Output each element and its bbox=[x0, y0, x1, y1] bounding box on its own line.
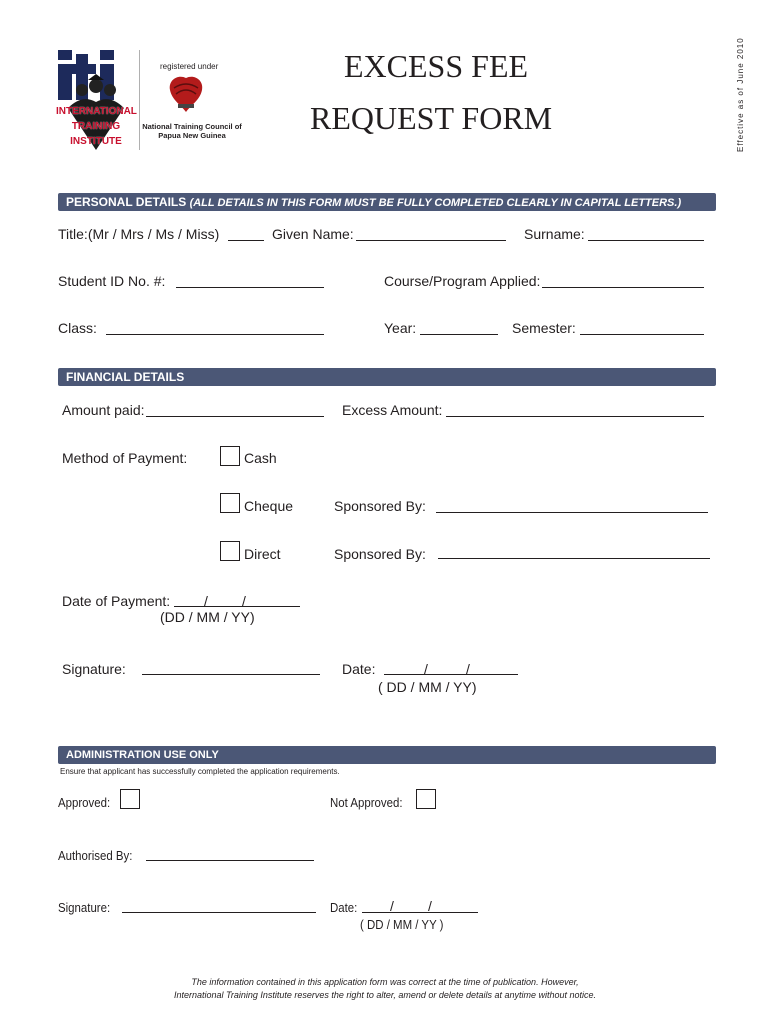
footer-line2: International Training Institute reserves the right to alter, amend or delete details at anytime without notice. bbox=[173, 990, 597, 1000]
date-slash-1: / bbox=[424, 661, 428, 677]
cheque-checkbox[interactable] bbox=[220, 493, 240, 513]
class-label: Class: bbox=[58, 320, 97, 336]
admin-date-field[interactable] bbox=[362, 912, 478, 913]
course-field[interactable] bbox=[542, 287, 704, 288]
amount-paid-label: Amount paid: bbox=[62, 402, 145, 418]
effective-date: Effective as of June 2010 bbox=[736, 37, 745, 152]
title-field[interactable] bbox=[228, 240, 264, 241]
logo-text-line3: INSTITUTE bbox=[70, 136, 122, 147]
surname-label: Surname: bbox=[524, 226, 585, 242]
date-of-payment-slash-1: / bbox=[204, 593, 208, 609]
year-label: Year: bbox=[384, 320, 417, 336]
semester-field[interactable] bbox=[580, 334, 704, 335]
council-name bbox=[140, 122, 244, 140]
financial-details-bar bbox=[58, 368, 716, 386]
student-id-label: Student ID No. #: bbox=[58, 273, 166, 289]
title-label: Title:(Mr / Mrs / Ms / Miss) bbox=[58, 226, 220, 242]
student-id-field[interactable] bbox=[176, 287, 324, 288]
date-label: Date: bbox=[342, 661, 376, 677]
year-field[interactable] bbox=[420, 334, 498, 335]
personal-details-note: (ALL DETAILS IN THIS FORM MUST BE FULLY COMPLETED CLEARLY IN CAPITAL LETTERS.) bbox=[189, 197, 682, 209]
date-field[interactable] bbox=[384, 674, 518, 675]
approved-checkbox[interactable] bbox=[120, 789, 140, 809]
semester-label: Semester: bbox=[512, 320, 576, 336]
png-council-emblem bbox=[164, 74, 208, 116]
surname-field[interactable] bbox=[588, 240, 704, 241]
administration-bar bbox=[58, 746, 716, 764]
council-line1: National Training Council of bbox=[142, 122, 242, 131]
class-field[interactable] bbox=[106, 334, 324, 335]
not-approved-label: Not Approved: bbox=[330, 795, 403, 810]
given-name-label: Given Name: bbox=[272, 226, 354, 242]
financial-details-heading: FINANCIAL DETAILS bbox=[66, 370, 185, 384]
admin-date-slash-1: / bbox=[390, 898, 394, 914]
form-title-line1: EXCESS FEE bbox=[344, 48, 529, 84]
excess-amount-field[interactable] bbox=[446, 416, 704, 417]
direct-checkbox[interactable] bbox=[220, 541, 240, 561]
excess-amount-label: Excess Amount: bbox=[342, 402, 443, 418]
admin-date-format: ( DD / MM / YY ) bbox=[360, 917, 444, 932]
admin-date-label: Date: bbox=[330, 900, 358, 915]
date-of-payment-label: Date of Payment: bbox=[62, 593, 171, 609]
direct-label: Direct bbox=[244, 546, 281, 562]
authorised-by-field[interactable] bbox=[146, 860, 314, 861]
logo-text bbox=[56, 104, 136, 149]
not-approved-checkbox[interactable] bbox=[416, 789, 436, 809]
date-format: ( DD / MM / YY) bbox=[378, 679, 477, 695]
direct-sponsored-field[interactable] bbox=[438, 558, 710, 559]
date-of-payment-slash-2: / bbox=[242, 593, 246, 609]
admin-signature-field[interactable] bbox=[122, 912, 316, 913]
footer-disclaimer bbox=[0, 976, 770, 1002]
admin-date-slash-2: / bbox=[428, 898, 432, 914]
logo-text-line1: INTERNATIONAL bbox=[56, 106, 137, 117]
amount-paid-field[interactable] bbox=[146, 416, 324, 417]
course-label: Course/Program Applied: bbox=[384, 273, 541, 289]
footer-line1: The information contained in this application form was correct at the time of publication. However, bbox=[191, 977, 579, 987]
personal-details-bar bbox=[58, 193, 716, 211]
date-of-payment-field[interactable] bbox=[174, 606, 300, 607]
administration-ensure-text: Ensure that applicant has successfully completed the application requirements. bbox=[60, 767, 340, 776]
signature-label: Signature: bbox=[62, 661, 126, 677]
approved-label: Approved: bbox=[58, 795, 111, 810]
given-name-field[interactable] bbox=[356, 240, 506, 241]
signature-field[interactable] bbox=[142, 674, 320, 675]
admin-signature-label: Signature: bbox=[58, 900, 111, 915]
method-of-payment-label: Method of Payment: bbox=[62, 450, 188, 466]
form-title-line2: REQUEST FORM bbox=[310, 100, 553, 136]
personal-details-heading: PERSONAL DETAILS bbox=[66, 195, 187, 209]
direct-sponsored-label: Sponsored By: bbox=[334, 546, 426, 562]
cheque-sponsored-label: Sponsored By: bbox=[334, 498, 426, 514]
council-line2: Papua New Guinea bbox=[158, 131, 226, 140]
cheque-label: Cheque bbox=[244, 498, 294, 514]
cash-checkbox[interactable] bbox=[220, 446, 240, 466]
cheque-sponsored-field[interactable] bbox=[436, 512, 708, 513]
registered-under: registered under bbox=[160, 62, 219, 71]
cash-label: Cash bbox=[244, 450, 277, 466]
administration-heading: ADMINISTRATION USE ONLY bbox=[66, 749, 219, 761]
date-slash-2: / bbox=[466, 661, 470, 677]
date-of-payment-format: (DD / MM / YY) bbox=[160, 609, 255, 625]
authorised-by-label: Authorised By: bbox=[58, 848, 133, 863]
logo-text-line2: TRAINING bbox=[71, 121, 121, 132]
